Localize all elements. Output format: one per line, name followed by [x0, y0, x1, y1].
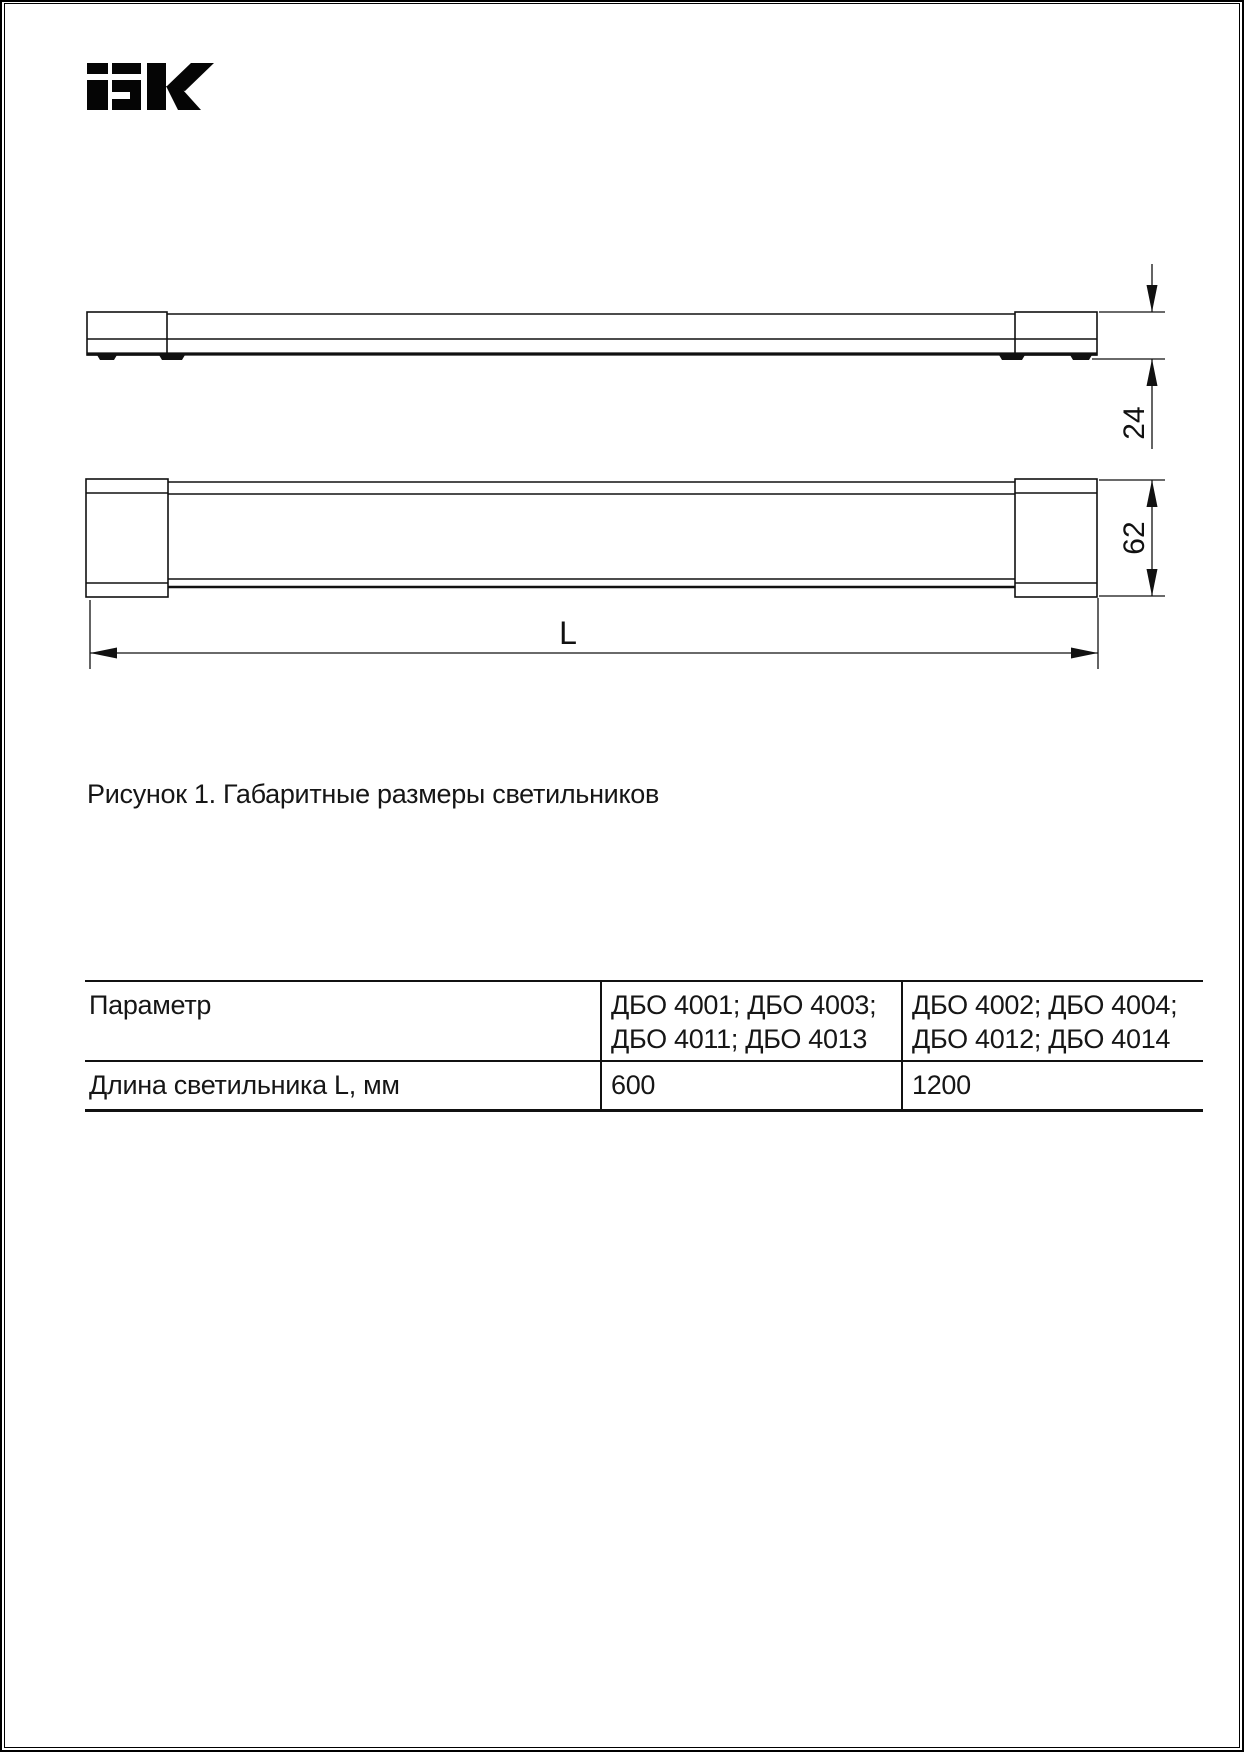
dim-L-label: L — [559, 615, 577, 651]
header-parameter: Параметр — [89, 990, 212, 1020]
front-view — [86, 479, 1097, 597]
header-group1-line2: ДБО 4011; ДБО 4013 — [611, 1024, 868, 1054]
dim-24-label: 24 — [1118, 406, 1151, 440]
dimensions-table — [85, 980, 1203, 1112]
dim-62-label: 62 — [1118, 521, 1151, 555]
dim-L — [90, 598, 1098, 669]
header-group2-line1: ДБО 4002; ДБО 4004; — [912, 990, 1178, 1020]
cell-length-1200: 1200 — [902, 1061, 1203, 1110]
cell-parameter: Длина светильника L, мм — [89, 1070, 400, 1100]
table-row — [85, 1061, 1203, 1110]
header-group2-line2: ДБО 4012; ДБО 4014 — [912, 1024, 1171, 1054]
mounting-feet — [97, 355, 1092, 360]
luminaire-dimension-drawing — [2, 2, 1244, 1752]
table-header-row — [85, 981, 1203, 1061]
side-view — [87, 312, 1097, 360]
header-group1-line1: ДБО 4001; ДБО 4003; — [611, 990, 877, 1020]
cell-length-600: 600 — [601, 1061, 902, 1110]
header-group2 — [902, 981, 1203, 1061]
figure-caption: Рисунок 1. Габаритные размеры светильников — [87, 779, 660, 809]
header-group1 — [601, 981, 902, 1061]
